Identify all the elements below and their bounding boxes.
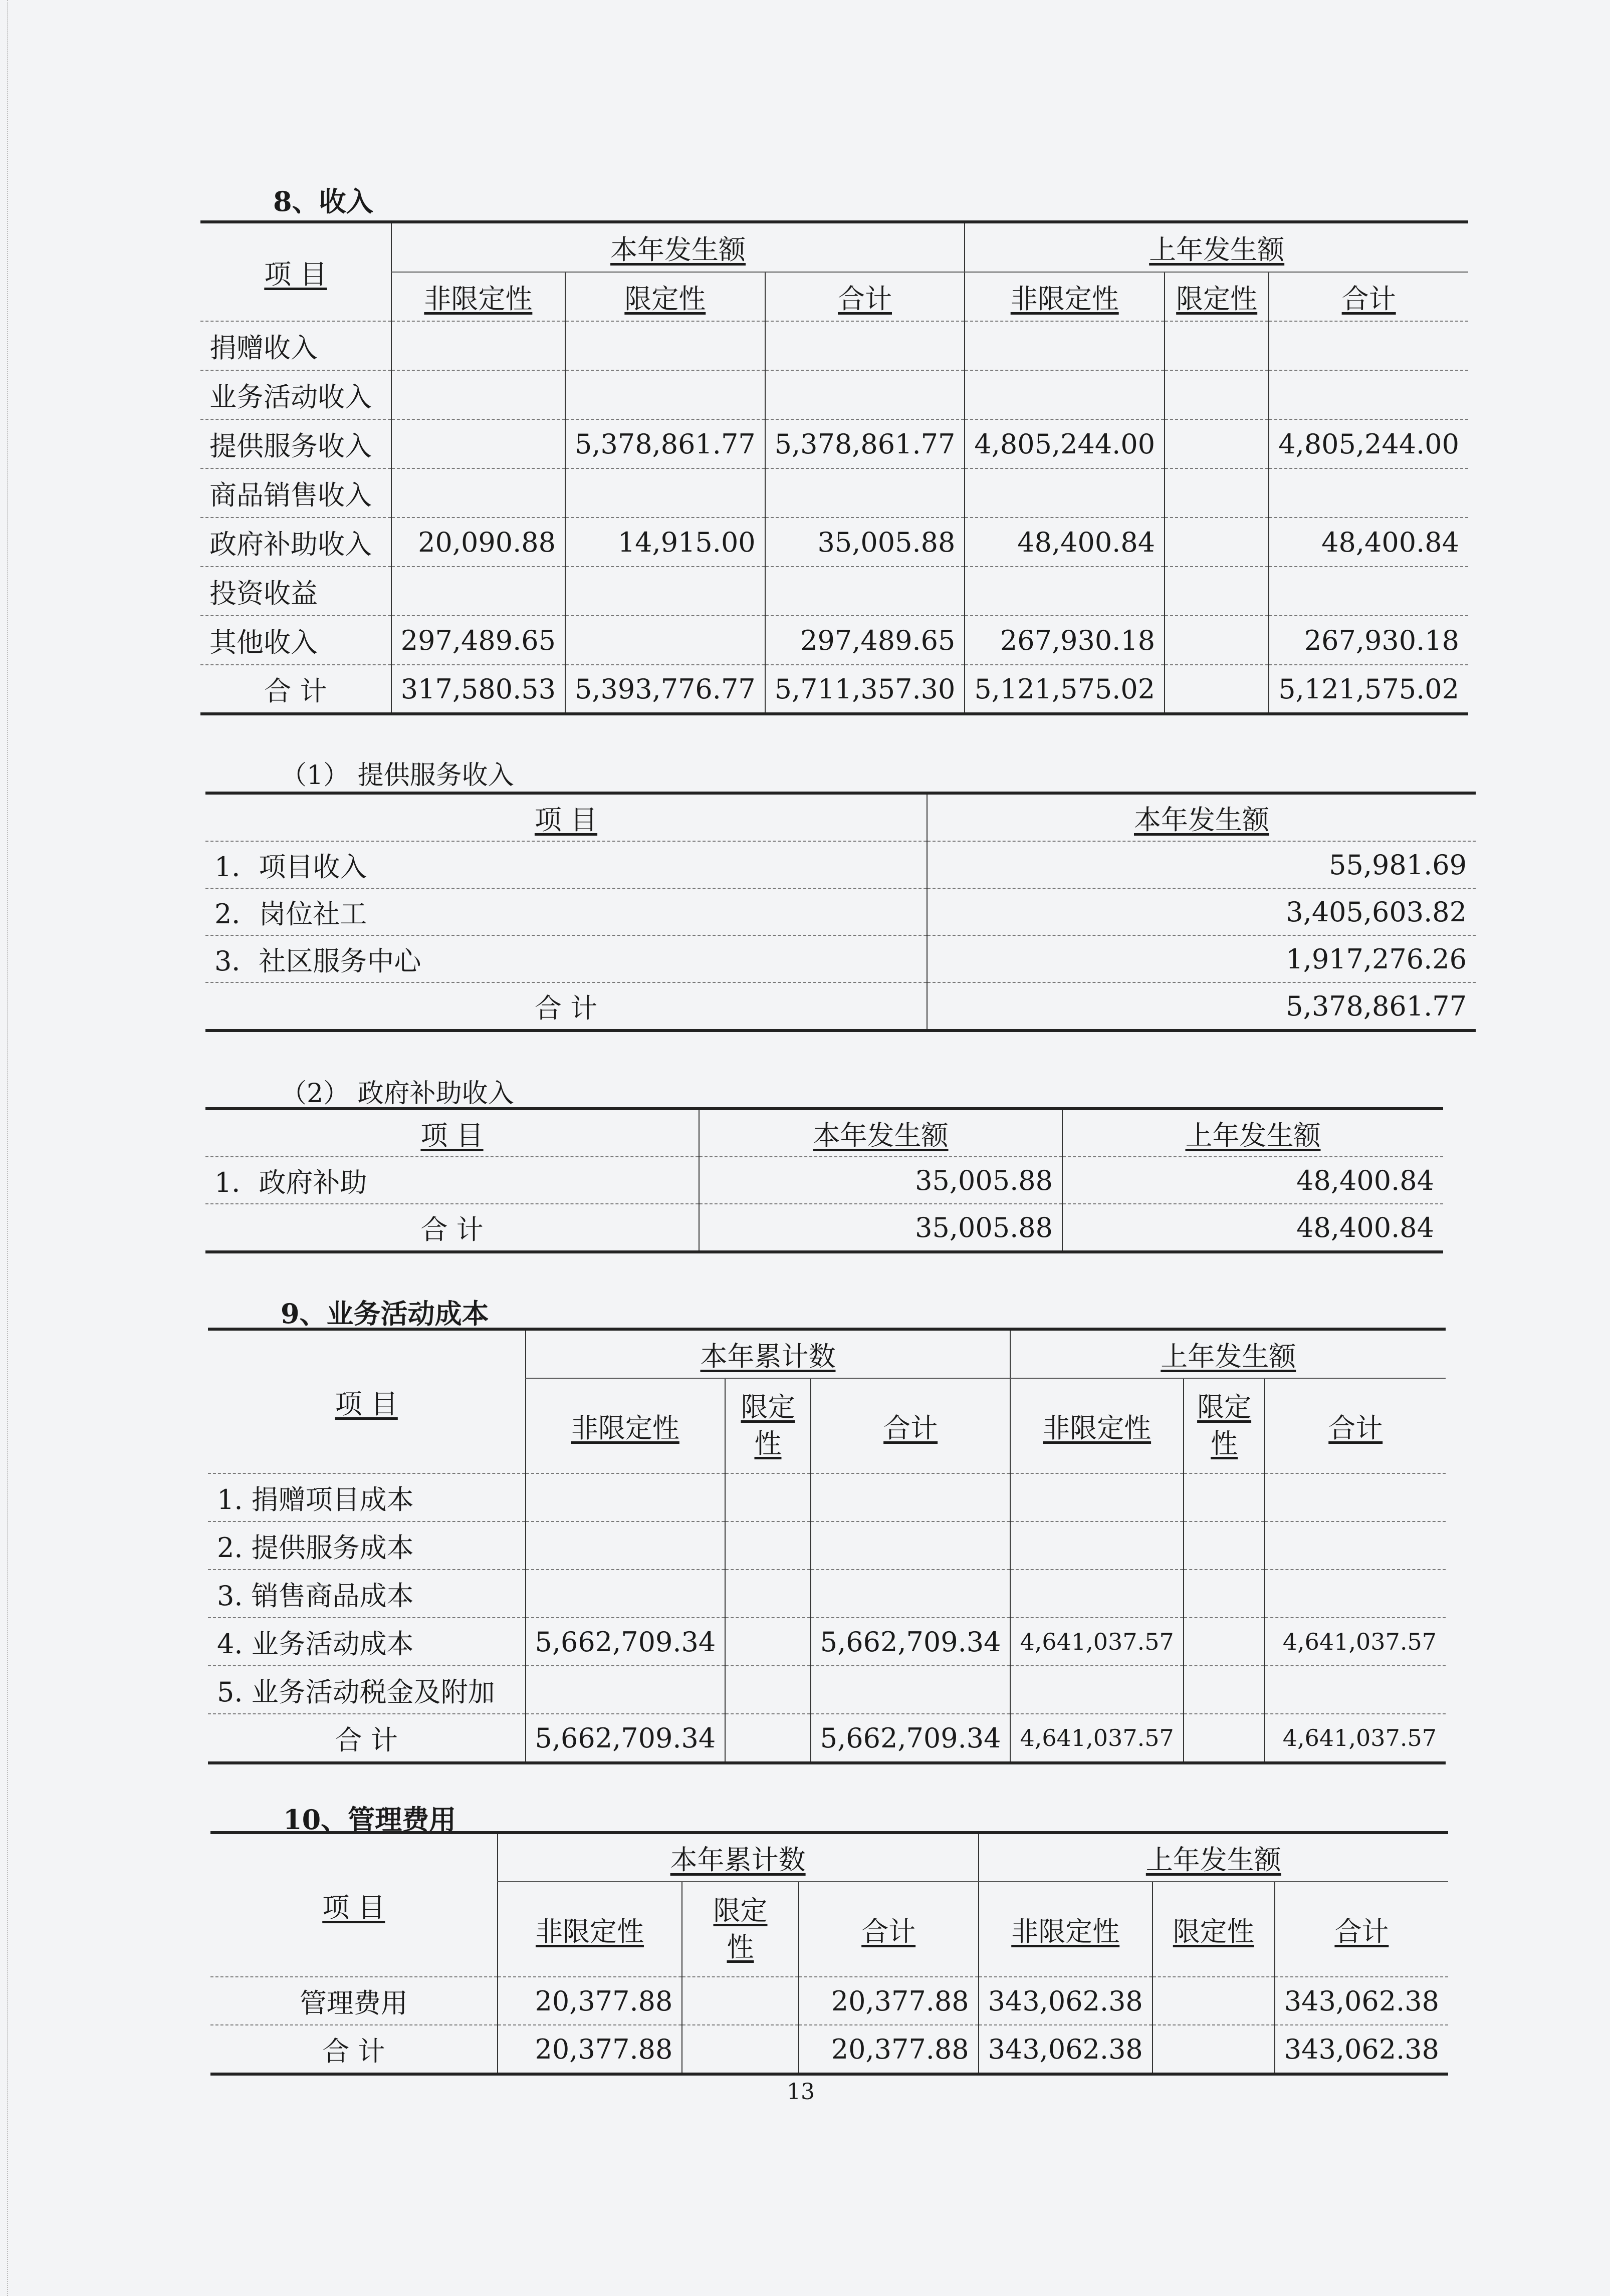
header-nonrestricted: 非限定性 bbox=[1010, 283, 1119, 315]
total-row: 合 计 317,580.53 5,393,776.77 5,711,357.30 5,121,575.02 5,121,575.02 bbox=[200, 665, 1468, 714]
header-nonrestricted: 非限定性 bbox=[1043, 1412, 1152, 1444]
header-prior-year: 上年发生额 bbox=[1149, 233, 1285, 266]
table-row: 政府补助收入 20,090.88 14,915.00 35,005.88 48,400.84 48,400.84 bbox=[200, 518, 1468, 567]
header-prior-year: 上年发生额 bbox=[1185, 1119, 1321, 1151]
total-row: 合 计 5,378,861.77 bbox=[205, 982, 1476, 1031]
header-nonrestricted: 非限定性 bbox=[1011, 1915, 1120, 1947]
binder-edge bbox=[0, 0, 8, 2296]
table-row: 1．政府补助 35,005.88 48,400.84 bbox=[205, 1157, 1443, 1204]
table-row: 3．社区服务中心 1,917,276.26 bbox=[205, 935, 1476, 982]
header-total: 合计 bbox=[1328, 1412, 1383, 1444]
header-current-cumulative: 本年累计数 bbox=[670, 1844, 806, 1876]
page-number: 13 bbox=[787, 2079, 815, 2105]
subsection-service-income-title: （1） 提供服务收入 bbox=[281, 760, 514, 791]
header-current-year: 本年发生额 bbox=[1134, 804, 1269, 836]
table-row: 5. 业务活动税金及附加 bbox=[208, 1666, 1446, 1714]
table-row: 其他收入 297,489.65 297,489.65 267,930.18 267,930.18 bbox=[200, 616, 1468, 665]
total-row: 合 计 20,377.88 20,377.88 343,062.38 343,062.38 bbox=[210, 2025, 1448, 2074]
header-total: 合计 bbox=[883, 1412, 938, 1444]
business-cost-table bbox=[208, 1328, 1446, 1764]
table-row: 2. 提供服务成本 bbox=[208, 1521, 1446, 1570]
table-row: 1. 捐赠项目成本 bbox=[208, 1473, 1446, 1521]
header-current-cumulative: 本年累计数 bbox=[700, 1340, 836, 1372]
income-table bbox=[200, 220, 1468, 715]
header-restricted-line2: 性 bbox=[727, 1931, 754, 1963]
header-restricted: 限定性 bbox=[1176, 283, 1258, 315]
header-total: 合计 bbox=[1334, 1915, 1389, 1947]
header-restricted: 限定性 bbox=[1173, 1915, 1254, 1947]
service-income-table bbox=[205, 792, 1476, 1032]
header-restricted-line2: 性 bbox=[1211, 1428, 1238, 1459]
section-10-title: 10、管理费用 bbox=[283, 1804, 456, 1836]
table-row: 捐赠收入 bbox=[200, 321, 1468, 370]
total-row: 合 计 35,005.88 48,400.84 bbox=[205, 1204, 1443, 1252]
header-nonrestricted: 非限定性 bbox=[424, 283, 533, 315]
header-restricted-line1: 限定 bbox=[741, 1391, 795, 1423]
gov-subsidy-table bbox=[205, 1107, 1443, 1253]
table-row: 提供服务收入 5,378,861.77 5,378,861.77 4,805,244.00 4,805,244.00 bbox=[200, 419, 1468, 468]
header-item: 项 目 bbox=[322, 1891, 385, 1923]
section-9-title: 9、业务活动成本 bbox=[281, 1298, 489, 1330]
header-restricted-line2: 性 bbox=[754, 1428, 782, 1459]
section-8-title: 8、收入 bbox=[273, 185, 373, 217]
admin-expense-table bbox=[210, 1831, 1448, 2076]
header-item: 项 目 bbox=[264, 258, 327, 290]
header-nonrestricted: 非限定性 bbox=[535, 1915, 644, 1947]
table-row: 商品销售收入 bbox=[200, 468, 1468, 518]
table-row: 管理费用 20,377.88 20,377.88 343,062.38 343,062.38 bbox=[210, 1977, 1448, 2025]
header-item: 项 目 bbox=[534, 804, 598, 836]
table-row: 业务活动收入 bbox=[200, 370, 1468, 419]
table-row: 2．岗位社工 3,405,603.82 bbox=[205, 888, 1476, 935]
table-row: 4. 业务活动成本 5,662,709.34 5,662,709.34 4,641,037.57 4,641,037.57 bbox=[208, 1618, 1446, 1666]
header-current-year: 本年发生额 bbox=[813, 1119, 949, 1151]
header-total: 合计 bbox=[861, 1915, 916, 1947]
header-nonrestricted: 非限定性 bbox=[571, 1412, 679, 1444]
header-restricted-line1: 限定 bbox=[713, 1895, 768, 1927]
header-current-year: 本年发生额 bbox=[610, 233, 746, 266]
header-total: 合计 bbox=[1341, 283, 1396, 315]
total-row: 合 计 5,662,709.34 5,662,709.34 4,641,037.57 4,641,037.57 bbox=[208, 1714, 1446, 1763]
table-row: 1．项目收入 55,981.69 bbox=[205, 841, 1476, 888]
table-row: 投资收益 bbox=[200, 567, 1468, 616]
header-prior-year: 上年发生额 bbox=[1145, 1844, 1281, 1876]
header-total: 合计 bbox=[838, 283, 892, 315]
header-restricted-line1: 限定 bbox=[1197, 1391, 1252, 1423]
table-row: 3. 销售商品成本 bbox=[208, 1570, 1446, 1618]
header-restricted: 限定性 bbox=[624, 283, 706, 315]
subsection-gov-subsidy-title: （2） 政府补助收入 bbox=[281, 1079, 514, 1109]
header-prior-year: 上年发生额 bbox=[1161, 1340, 1296, 1372]
header-item: 项 目 bbox=[420, 1119, 484, 1151]
header-item: 项 目 bbox=[335, 1388, 398, 1420]
